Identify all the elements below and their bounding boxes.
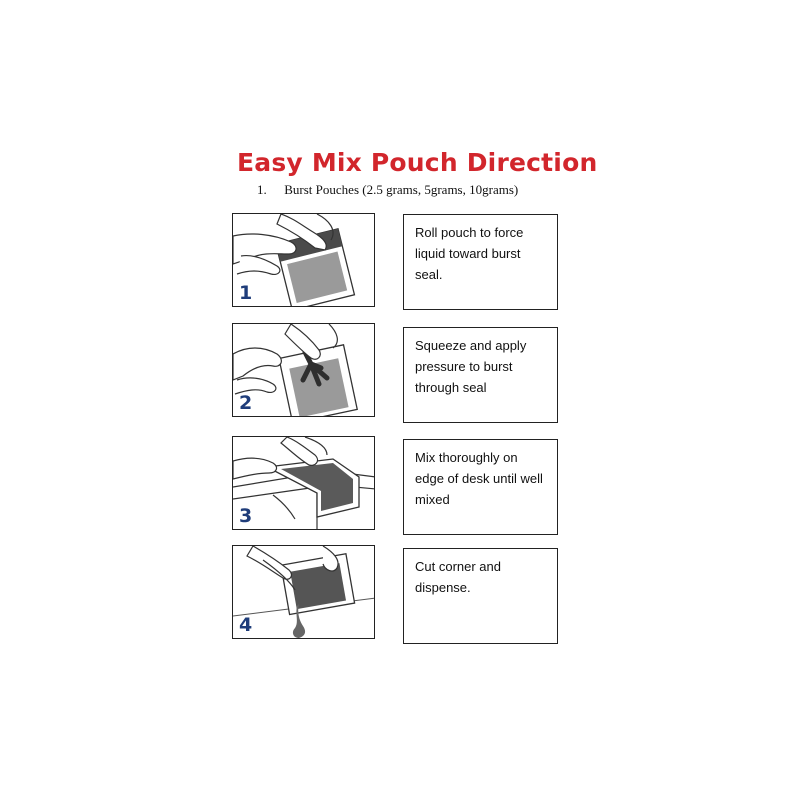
step-2-illustration [232,323,375,417]
step-1-instruction: Roll pouch to force liquid toward burst seal. [403,214,558,310]
step-2-instruction: Squeeze and apply pressure to burst through seal [403,327,558,423]
step-3-illustration [232,436,375,530]
step-4-instruction: Cut corner and dispense. [403,548,558,644]
list-number: 1. [257,182,267,197]
step-3-instruction: Mix thoroughly on edge of desk until well mixed [403,439,558,535]
squeeze-pouch-image [233,324,375,417]
cut-and-dispense-image [233,546,375,639]
step-3-number: 3 [239,505,253,527]
page-title: Easy Mix Pouch Direction [237,148,598,177]
step-1-number: 1 [239,282,253,304]
mix-on-desk-image [233,437,375,530]
list-item-burst-pouches [257,182,518,198]
step-1-illustration [232,213,375,307]
list-text: Burst Pouches (2.5 grams, 5grams, 10grams) [284,182,519,197]
step-4-number: 4 [239,614,253,636]
roll-pouch-image [233,214,375,307]
step-2-number: 2 [239,392,253,414]
step-4-illustration [232,545,375,639]
